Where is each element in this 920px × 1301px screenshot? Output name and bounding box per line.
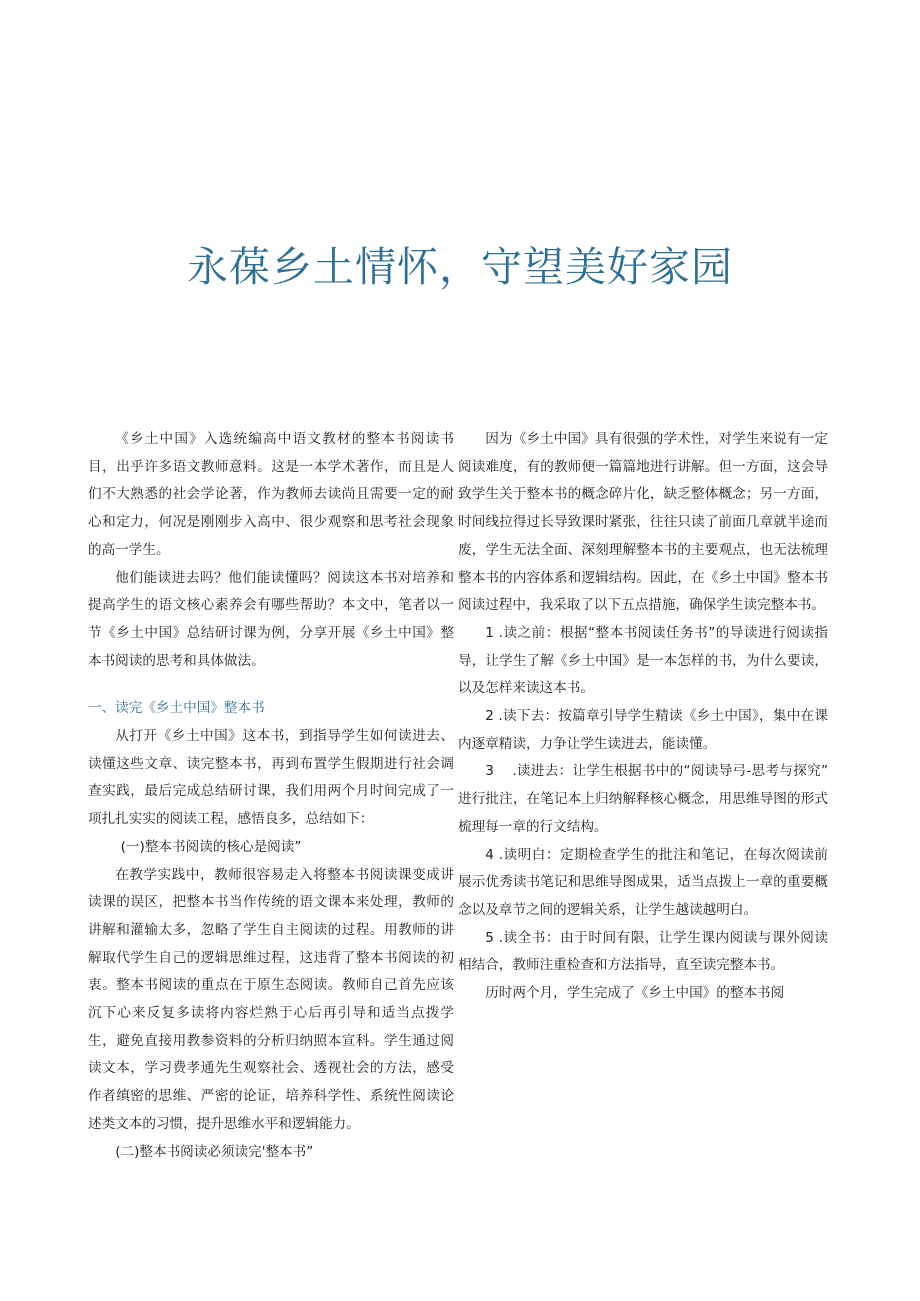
measure-item-3: 3 .读进去：让学生根据书中的“阅读导弓-思考与探究” 进行批注，在笔记本上归纳解释核心概念，用思维导图的形式梳理每一章的行文结构。 <box>458 763 828 835</box>
measure-item-4: 4 .读明白：定期检查学生的批注和笔记，在每次阅读前展示优秀读书笔记和思维导图成果，适当点拨上一章的重要概念以及章节之间的逻辑关系，让学生越读越明白。 <box>458 846 828 918</box>
section-1-heading: 一、读完《乡土中国》整本书 <box>88 700 265 717</box>
page-title: 永葆乡土情怀，守望美好家园 <box>187 243 733 292</box>
right-paragraph-last: 历时两个月，学生完成了《乡土中国》的整本书阅 <box>485 985 785 1002</box>
right-column <box>458 426 828 1008</box>
section-1-paragraph: 从打开《乡土中国》这本书，到指导学生如何读进去、读懂这些文章、读完整本书，再到布置学生假期进行社会调查实践，最后完成总结研讨课，我们用两个月时间完成了一项扎扎实实的阅读工程，感悟良多，总结如下： <box>88 728 454 828</box>
measure-item-1: 1 .读之前：根据“整本书阅读任务书”的导读进行阅读指导，让学生了解《乡土中国》是一本怎样的书，为什么要读，以及怎样来读这本书。 <box>458 624 828 697</box>
sub-paragraph-1: 在教学实践中，教师很容易走入将整本书阅读课变成讲读课的误区，把整本书当作传统的语文课本来处理，教师的讲解和灌输太多，忽略了学生自主阅读的过程。用教师的讲解取代学生自己的逻辑思维过程，这违背了整本书阅读的初衷。整本书阅读的重点在于原生态阅读。教师自己首先应该沉下心来反复多读将内容烂熟于心后再引导和适当点拨学生，避免直接用教参资料的分析归纳照本宣科。学生通过阅读文本，学习费孝通先生观察社会、透视社会的方法，感受作者缜密的思维、严密的论证，培养科学性、系统性阅读论述类文本的习惯，提升思维水平和逻辑能力。 <box>88 866 454 1132</box>
intro-paragraph-2: 他们能读进去吗？他们能读懂吗？阅读这本书对培养和提高学生的语文核心素养会有哪些帮助？本文中，笔者以一节《乡土中国》总结研讨课为例，分享开展《乡土中国》整本书阅读的思考和具体做法。 <box>88 569 454 669</box>
sub-heading-2: (二)整本书阅读必须读完'整本书” <box>115 1143 314 1160</box>
right-paragraph-1: 因为《乡土中国》具有很强的学术性，对学生来说有一定阅读难度，有的教师便一篇篇地进行讲解。但一方面，这会导致学生关于整本书的概念碎片化，缺乏整体概念；另一方面，时间线拉得过长导致课时紧张，往往只读了前面几章就半途而废，学生无法全面、深刻理解整本书的主要观点，也无法梳理整本书的内容体系和逻辑结构。因此，在《乡土中国》整本书阅读过程中，我采取了以下五点措施，确保学生读完整本书。 <box>458 431 828 614</box>
left-column <box>88 426 454 1166</box>
measure-item-5: 5 .读全书：由于时间有限，让学生课内阅读与课外阅读相结合，教师注重检查和方法指导，直至读完整本书。 <box>458 929 828 974</box>
sub-heading-1: (一)整本书阅读的核心是阅读” <box>120 838 302 855</box>
measure-item-2: 2 .读下去：按篇章引导学生精读《乡土中国》，集中在课内逐章精读，力争让学生读进去，能读懂。 <box>458 708 828 752</box>
intro-paragraph-1: 《乡土中国》入选统编高中语文教材的整本书阅读书目，出乎许多语文教师意料。这是一本学术著作，而且是人们不大熟悉的社会学论著，作为教师去读尚且需要一定的耐心和定力，何况是刚刚步入高中、很少观察和思考社会现象的高一学生。 <box>88 431 454 558</box>
